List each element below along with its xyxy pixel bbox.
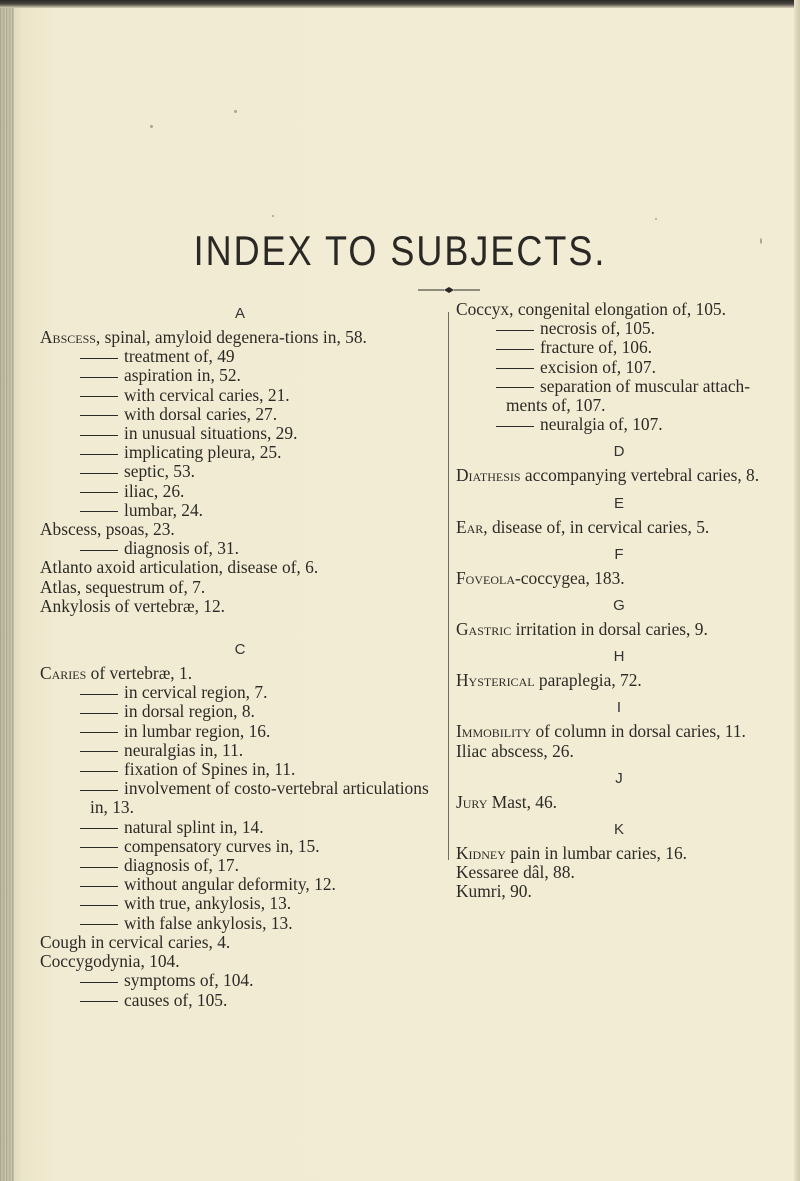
entry-text: Coccyx, congenital elongation of, 105. <box>456 299 726 319</box>
index-subentry <box>456 377 782 415</box>
speck <box>150 125 153 128</box>
entry-term: Hysterical <box>456 670 535 691</box>
index-subentry <box>40 894 440 913</box>
page-title: INDEX TO SUBJECTS. <box>193 226 607 274</box>
subentry-text: fracture of, 106. <box>540 337 653 358</box>
index-entry <box>456 300 782 319</box>
subentry-text: necrosis of, 105. <box>540 318 655 339</box>
subentry-text: diagnosis of, 31. <box>124 538 239 559</box>
index-subentry <box>456 415 782 434</box>
index-subentry <box>40 683 440 702</box>
index-subentry <box>40 722 440 741</box>
section-letter: D <box>613 443 625 461</box>
ditto-dash <box>80 751 118 752</box>
subentry-text: lumbar, 24. <box>124 499 203 520</box>
index-subentry <box>40 779 440 817</box>
index-entry <box>456 620 782 639</box>
index-entry <box>456 569 782 588</box>
index-subentry <box>40 443 440 462</box>
entry-term: Immobility <box>456 721 532 742</box>
index-subentry <box>40 741 440 760</box>
subentry-text: fixation of Spines in, 11. <box>124 759 296 780</box>
speck <box>655 218 657 220</box>
index-entry <box>456 863 782 882</box>
subentry-text: neuralgias in, 11. <box>124 739 244 760</box>
index-subentry <box>40 856 440 875</box>
entry-text: of vertebræ, 1. <box>86 663 193 684</box>
ditto-dash <box>80 473 118 474</box>
index-subentry <box>40 991 440 1010</box>
ditto-dash <box>80 358 118 359</box>
index-subentry <box>40 386 440 405</box>
entry-text: spinal, amyloid degenera-tions in, 58. <box>100 327 367 347</box>
section-letter: C <box>234 641 246 659</box>
entry-term: Gastric <box>456 619 512 640</box>
ditto-dash <box>80 694 118 695</box>
entry-text: Cough in cervical caries, 4. <box>40 931 231 952</box>
section-letter: A <box>234 305 245 322</box>
index-subentry <box>40 366 440 385</box>
index-entry <box>456 882 782 901</box>
subentry-text: treatment of, 49 <box>124 346 235 367</box>
page-right-edge <box>794 0 800 1181</box>
subentry-text: with true, ankylosis, 13. <box>124 893 292 914</box>
subentry-text: septic, 53. <box>124 461 195 482</box>
section-letter: E <box>613 494 624 512</box>
ditto-dash <box>80 415 118 416</box>
ditto-dash <box>80 713 118 714</box>
index-entry <box>40 520 440 539</box>
index-subentry <box>40 462 440 481</box>
subentry-text: involvement of costo-vertebral articulations in, 13. <box>90 778 429 818</box>
index-entry <box>456 518 782 537</box>
ditto-dash <box>80 828 118 829</box>
index-subentry <box>456 338 782 357</box>
column-divider <box>448 312 449 860</box>
ditto-dash <box>80 905 118 906</box>
entry-term: Foveola- <box>456 567 521 588</box>
index-column-right <box>456 300 782 902</box>
subentry-text: implicating pleura, 25. <box>124 442 282 463</box>
entry-text: of column in dorsal caries, 11. <box>531 721 746 742</box>
subentry-text: compensatory curves in, 15. <box>124 835 320 856</box>
entry-text: Kumri, 90. <box>456 881 532 902</box>
ditto-dash <box>80 454 118 455</box>
index-entry <box>456 742 782 761</box>
ditto-dash <box>80 867 118 868</box>
entry-term: Jury <box>456 791 488 812</box>
subentry-text: in dorsal region, 8. <box>124 701 255 722</box>
index-entry <box>40 578 440 597</box>
subentry-text: symptoms of, 104. <box>124 970 254 991</box>
entry-text: pain in lumbar caries, 16. <box>505 843 687 864</box>
subentry-text: with false ankylosis, 13. <box>124 912 293 933</box>
index-entry <box>456 844 782 863</box>
ditto-dash <box>80 435 118 436</box>
index-entry <box>456 466 782 485</box>
index-entry <box>40 933 440 952</box>
ditto-dash <box>80 1001 118 1002</box>
entry-text: Abscess, psoas, 23. <box>40 519 175 540</box>
section-letter: F <box>614 545 624 563</box>
ditto-dash <box>80 771 118 772</box>
ornamental-rule-icon <box>418 285 480 295</box>
subentry-text: without angular deformity, 12. <box>124 874 336 895</box>
subentry-text: natural splint in, 14. <box>124 816 264 837</box>
index-subentry <box>40 702 440 721</box>
index-entry <box>456 793 782 812</box>
index-subentry <box>456 358 782 377</box>
index-entry <box>456 722 782 741</box>
ditto-dash <box>496 426 534 427</box>
entry-text: Ankylosis of vertebræ, 12. <box>40 595 225 616</box>
index-column-left <box>40 300 440 1010</box>
index-subentry <box>40 405 440 424</box>
ditto-dash <box>80 492 118 493</box>
index-subentry <box>40 539 440 558</box>
index-entry <box>40 664 440 683</box>
ditto-dash <box>80 732 118 733</box>
subentry-text: with cervical caries, 21. <box>124 384 290 405</box>
entry-term: Ear, <box>456 516 488 537</box>
ditto-dash <box>80 550 118 551</box>
index-entry <box>40 952 440 971</box>
section-letter: G <box>613 597 625 615</box>
index-subentry <box>40 971 440 990</box>
ditto-dash <box>496 368 534 369</box>
entry-term: Kidney <box>456 843 506 864</box>
index-entry <box>40 328 440 347</box>
ditto-dash <box>80 396 118 397</box>
entry-text: Kessaree dâl, 88. <box>456 862 575 883</box>
entry-text: disease of, in cervical caries, 5. <box>487 516 710 537</box>
subentry-text: with dorsal caries, 27. <box>124 403 278 424</box>
entry-text: Atlanto axoid articulation, disease of, 6. <box>40 557 319 578</box>
subentry-text: in cervical region, 7. <box>124 682 268 703</box>
subentry-text: causes of, 105. <box>124 989 228 1010</box>
ditto-dash <box>496 330 534 331</box>
ditto-dash <box>80 886 118 887</box>
section-letter: I <box>616 699 622 717</box>
index-entry <box>40 597 440 616</box>
entry-text: Atlas, sequestrum of, 7. <box>40 576 206 597</box>
subentry-text: diagnosis of, 17. <box>124 855 239 876</box>
index-subentry <box>40 818 440 837</box>
ditto-dash <box>496 349 534 350</box>
entry-text: coccygea, 183. <box>520 567 625 588</box>
entry-text: accompanying vertebral caries, 8. <box>520 465 760 486</box>
ditto-dash <box>80 847 118 848</box>
index-subentry <box>40 837 440 856</box>
entry-text: Iliac abscess, 26. <box>456 740 574 761</box>
section-letter: K <box>613 821 624 839</box>
entry-text: Mast, 46. <box>487 791 558 812</box>
subentry-text: excision of, 107. <box>540 356 656 377</box>
index-subentry <box>40 760 440 779</box>
speck <box>234 110 237 113</box>
subentry-text: aspiration in, 52. <box>124 365 241 386</box>
entry-text: irritation in dorsal caries, 9. <box>511 619 708 640</box>
ditto-dash <box>80 511 118 512</box>
section-letter: J <box>615 769 623 787</box>
ditto-dash <box>80 982 118 983</box>
ditto-dash <box>80 924 118 925</box>
ditto-dash <box>80 377 118 378</box>
binding-edge <box>0 0 14 1181</box>
entry-text: Coccygodynia, 104. <box>40 951 180 972</box>
ditto-dash <box>80 790 118 791</box>
index-subentry <box>40 424 440 443</box>
speck <box>272 215 274 217</box>
entry-term: Diathesis <box>456 465 521 486</box>
subentry-text: in unusual situations, 29. <box>124 423 298 444</box>
index-subentry <box>456 319 782 338</box>
entry-text: paraplegia, 72. <box>534 670 642 691</box>
index-entry <box>40 558 440 577</box>
subentry-text: iliac, 26. <box>124 480 185 501</box>
index-subentry <box>40 347 440 366</box>
page-top-edge <box>0 0 800 8</box>
subentry-text: in lumbar region, 16. <box>124 720 271 741</box>
subentry-text: neuralgia of, 107. <box>540 414 663 435</box>
entry-term: Caries <box>40 663 87 684</box>
index-entry <box>456 671 782 690</box>
index-subentry <box>40 482 440 501</box>
subentry-text: separation of muscular attach-ments of, 107. <box>506 375 751 416</box>
index-subentry <box>40 914 440 933</box>
ditto-dash <box>496 387 534 388</box>
index-subentry <box>40 501 440 520</box>
entry-term: Abscess, <box>40 327 101 347</box>
index-subentry <box>40 875 440 894</box>
section-letter: H <box>613 648 625 666</box>
